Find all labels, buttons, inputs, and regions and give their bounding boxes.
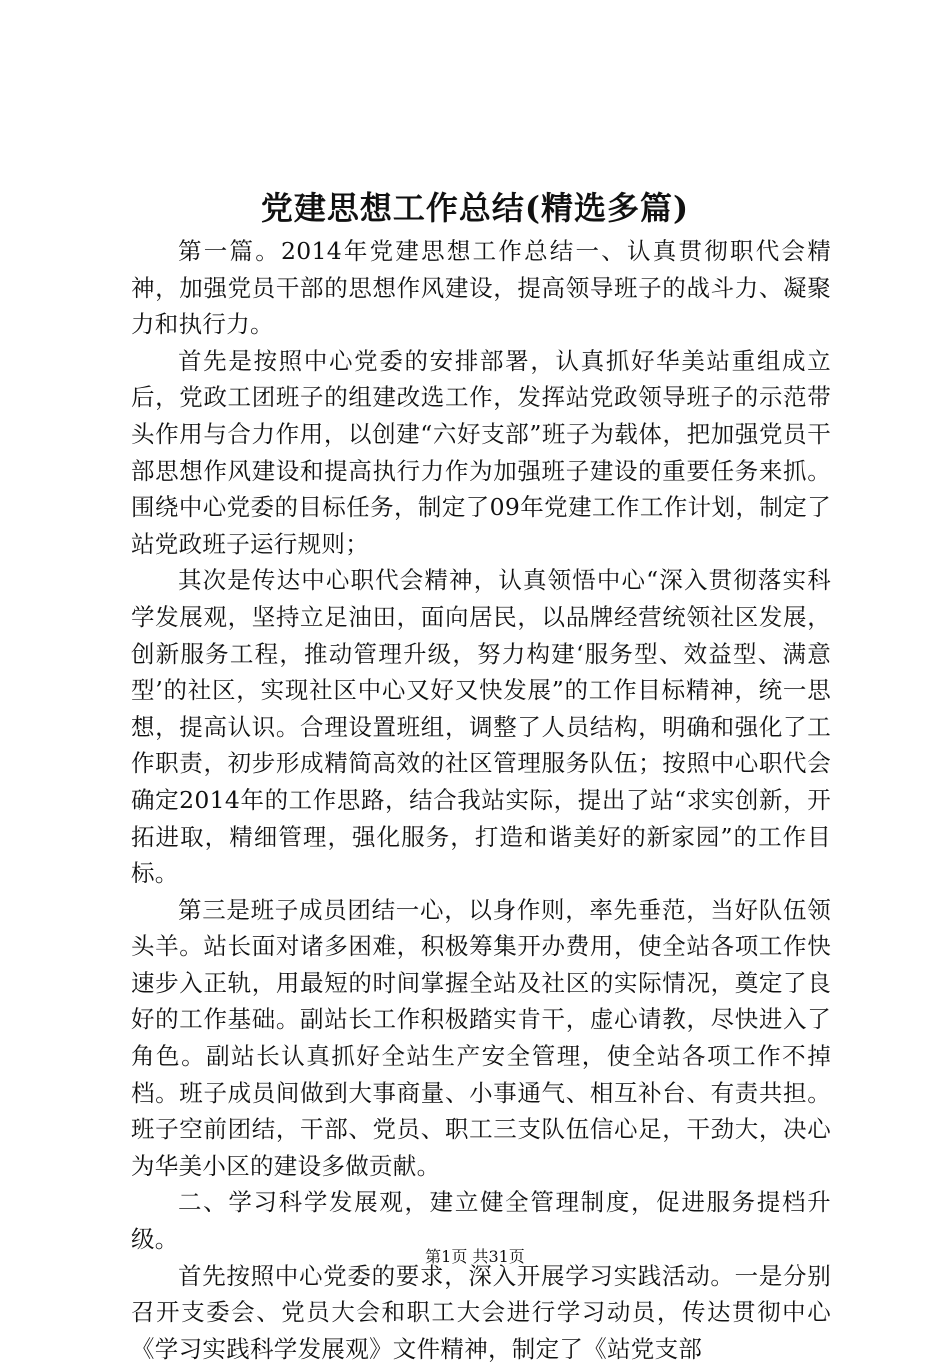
- paragraph-4: 第三是班子成员团结一心，以身作则，率先垂范，当好队伍领头羊。站长面对诸多困难，积极筹集开办费用，使全站各项工作快速步入正轨，用最短的时间掌握全站及社区的实际情况，奠定了良好的工作基础。副站长工作积极踏实肯干，虚心请教，尽快进入了角色。副站长认真抓好全站生产安全管理，使全站各项工作不掉档。班子成员间做到大事商量、小事通气、相互补台、有责共担。班子空前团结，干部、党员、职工三支队伍信心足，干劲大，决心为华美小区的建设多做贡献。: [131, 895, 831, 1180]
- paragraph-2: 首先是按照中心党委的安排部署，认真抓好华美站重组成立后，党政工团班子的组建改选工作，发挥站党政领导班子的示范带头作用与合力作用，以创建“六好支部”班子为载体，把加强党员干部思想作风建设和提高执行力作为加强班子建设的重要任务来抓。围绕中心党委的目标任务，制定了09年党建工作工作计划，制定了站党政班子运行规则；: [131, 346, 831, 558]
- document-body: [131, 233, 831, 1367]
- paragraph-1: 第一篇。2014年党建思想工作总结一、认真贯彻职代会精神，加强党员干部的思想作风建设，提高领导班子的战斗力、凝聚力和执行力。: [131, 237, 831, 339]
- document-title: 党建思想工作总结(精选多篇): [260, 189, 690, 227]
- paragraph-5: 二、学习科学发展观，建立健全管理制度，促进服务提档升级。: [131, 1188, 831, 1254]
- paragraph-3: 其次是传达中心职代会精神，认真领悟中心“深入贯彻落实科学发展观，坚持立足油田，面向居民，以品牌经营统领社区发展，创新服务工程，推动管理升级，努力构建‘服务型、效益型、满意型’的社区，实现社区中心又好又快发展”的工作目标精神，统一思想，提高认识。合理设置班组，调整了人员结构，明确和强化了工作职责，初步形成精简高效的社区管理服务队伍；按照中心职代会确定2014年的工作思路，结合我站实际，提出了站“求实创新，开拓进取，精细管理，强化服务，打造和谐美好的新家园”的工作目标。: [131, 566, 831, 888]
- paragraph-6: 首先按照中心党委的要求，深入开展学习实践活动。一是分别召开支委会、党员大会和职工大会进行学习动员，传达贯彻中心《学习实践科学发展观》文件精神，制定了《站党支部: [131, 1261, 831, 1363]
- page-number-footer: 第1页 共31页: [425, 1247, 525, 1266]
